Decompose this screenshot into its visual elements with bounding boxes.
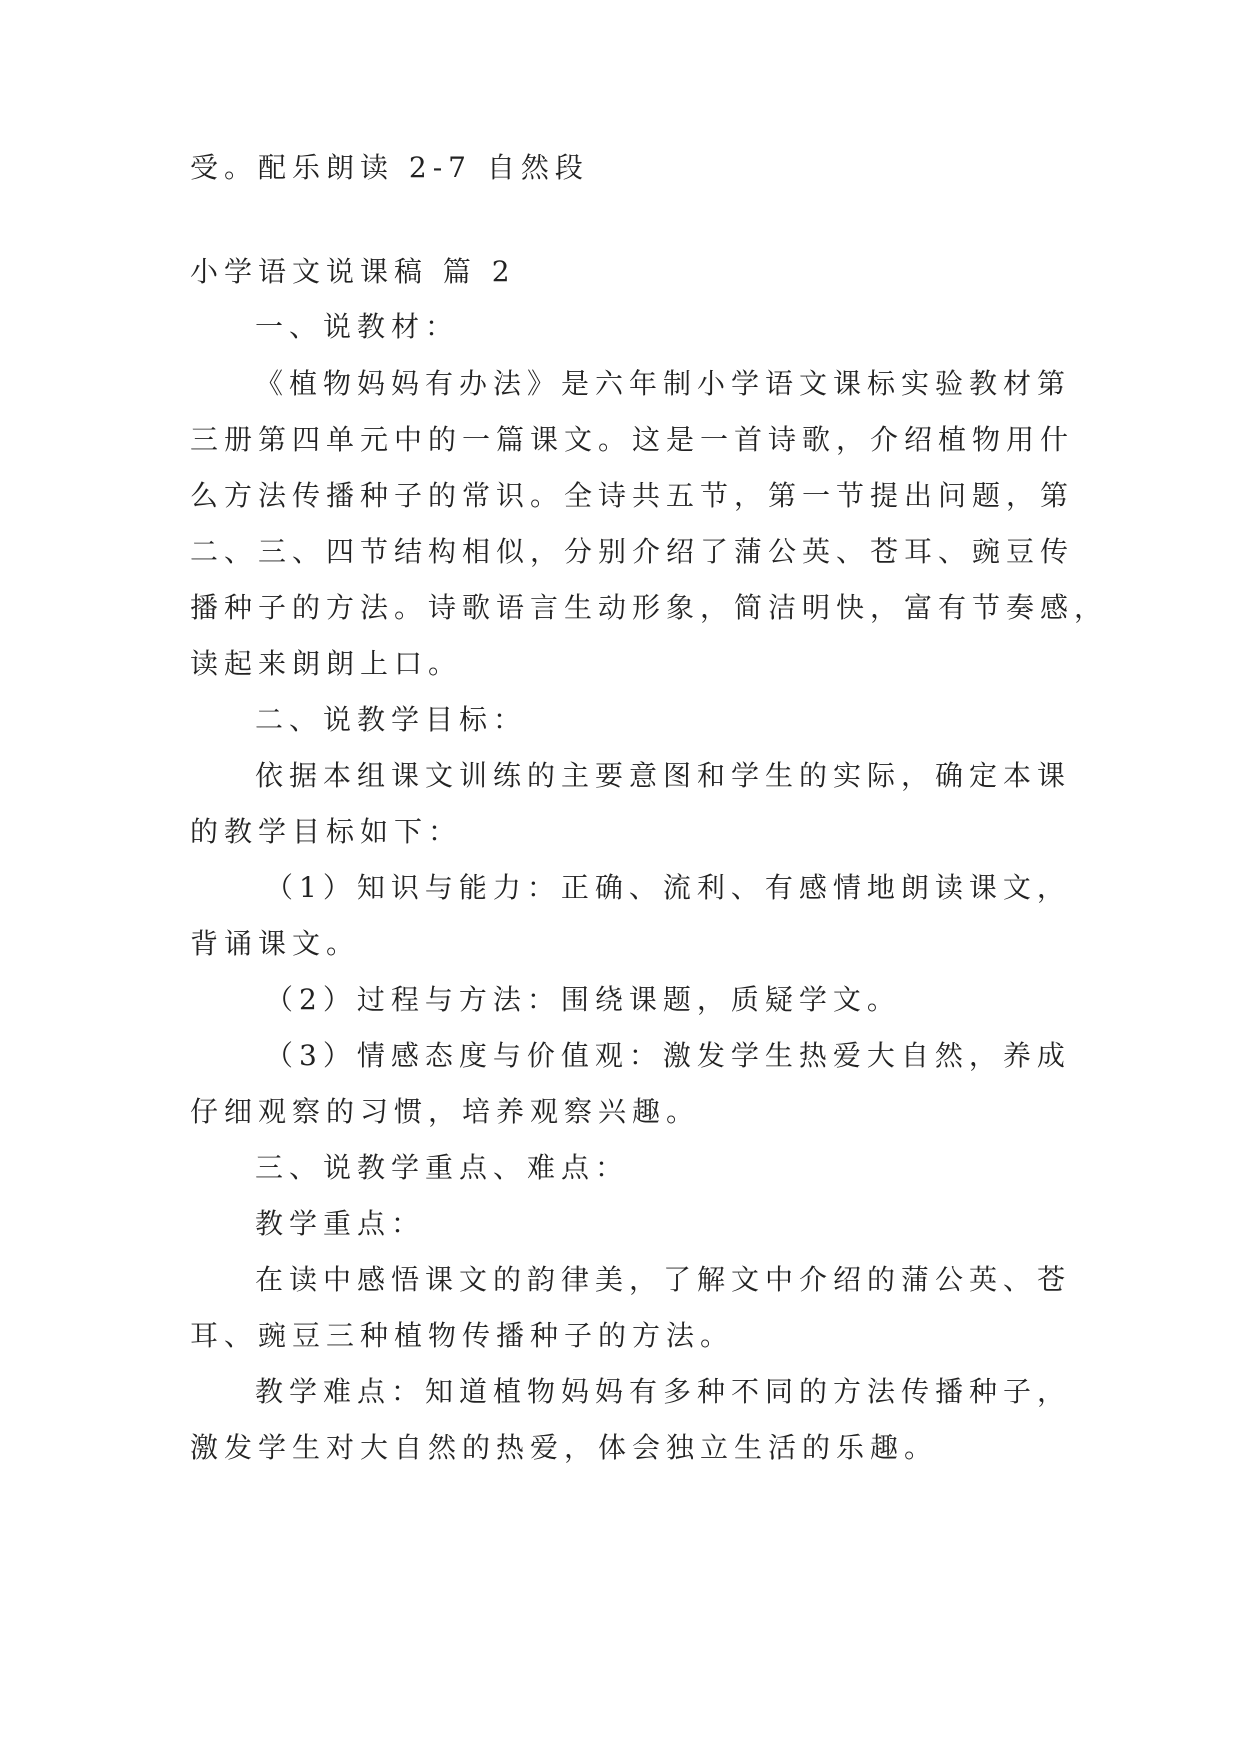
paragraph-line: 在读中感悟课文的韵律美，了解文中介绍的蒲公英、苍: [255, 1263, 1072, 1296]
goal-line: （2）过程与方法：围绕课题，质疑学文。: [265, 983, 901, 1016]
paragraph-line: 《植物妈妈有办法》是六年制小学语文课标实验教材第: [255, 367, 1072, 400]
heading-goals: 二、说教学目标：: [255, 703, 528, 736]
paragraph-line: 播种子的方法。诗歌语言生动形象，简洁明快，富有节奏感，: [190, 591, 1109, 624]
paragraph-line: 激发学生对大自然的热爱，体会独立生活的乐趣。: [190, 1431, 939, 1464]
paragraph-line: 三册第四单元中的一篇课文。这是一首诗歌，介绍植物用什: [190, 423, 1075, 456]
paragraph-line: 二、三、四节结构相似，分别介绍了蒲公英、苍耳、豌豆传: [190, 535, 1075, 568]
heading-textbook: 一、说教材：: [255, 310, 460, 343]
paragraph-line: 的教学目标如下：: [190, 815, 463, 848]
goal-line: 背诵课文。: [190, 927, 361, 960]
goal-line: 仔细观察的习惯，培养观察兴趣。: [190, 1095, 701, 1128]
paragraph-line: 依据本组课文训练的主要意图和学生的实际，确定本课: [255, 759, 1072, 792]
top-fragment: 受。配乐朗读 2-7 自然段: [190, 151, 589, 184]
paragraph-line: 读起来朗朗上口。: [190, 647, 463, 680]
section-title: 小学语文说课稿 篇 2: [190, 255, 516, 288]
paragraph-line: 么方法传播种子的常识。全诗共五节，第一节提出问题，第: [190, 479, 1075, 512]
goal-line: （1）知识与能力：正确、流利、有感情地朗读课文，: [265, 871, 1071, 904]
paragraph-line: 耳、豌豆三种植物传播种子的方法。: [190, 1319, 735, 1352]
key-label: 教学重点：: [255, 1207, 426, 1240]
heading-key-points: 三、说教学重点、难点：: [255, 1151, 630, 1184]
paragraph-line: 教学难点：知道植物妈妈有多种不同的方法传播种子，: [255, 1375, 1072, 1408]
goal-line: （3）情感态度与价值观：激发学生热爱大自然，养成: [265, 1039, 1071, 1072]
